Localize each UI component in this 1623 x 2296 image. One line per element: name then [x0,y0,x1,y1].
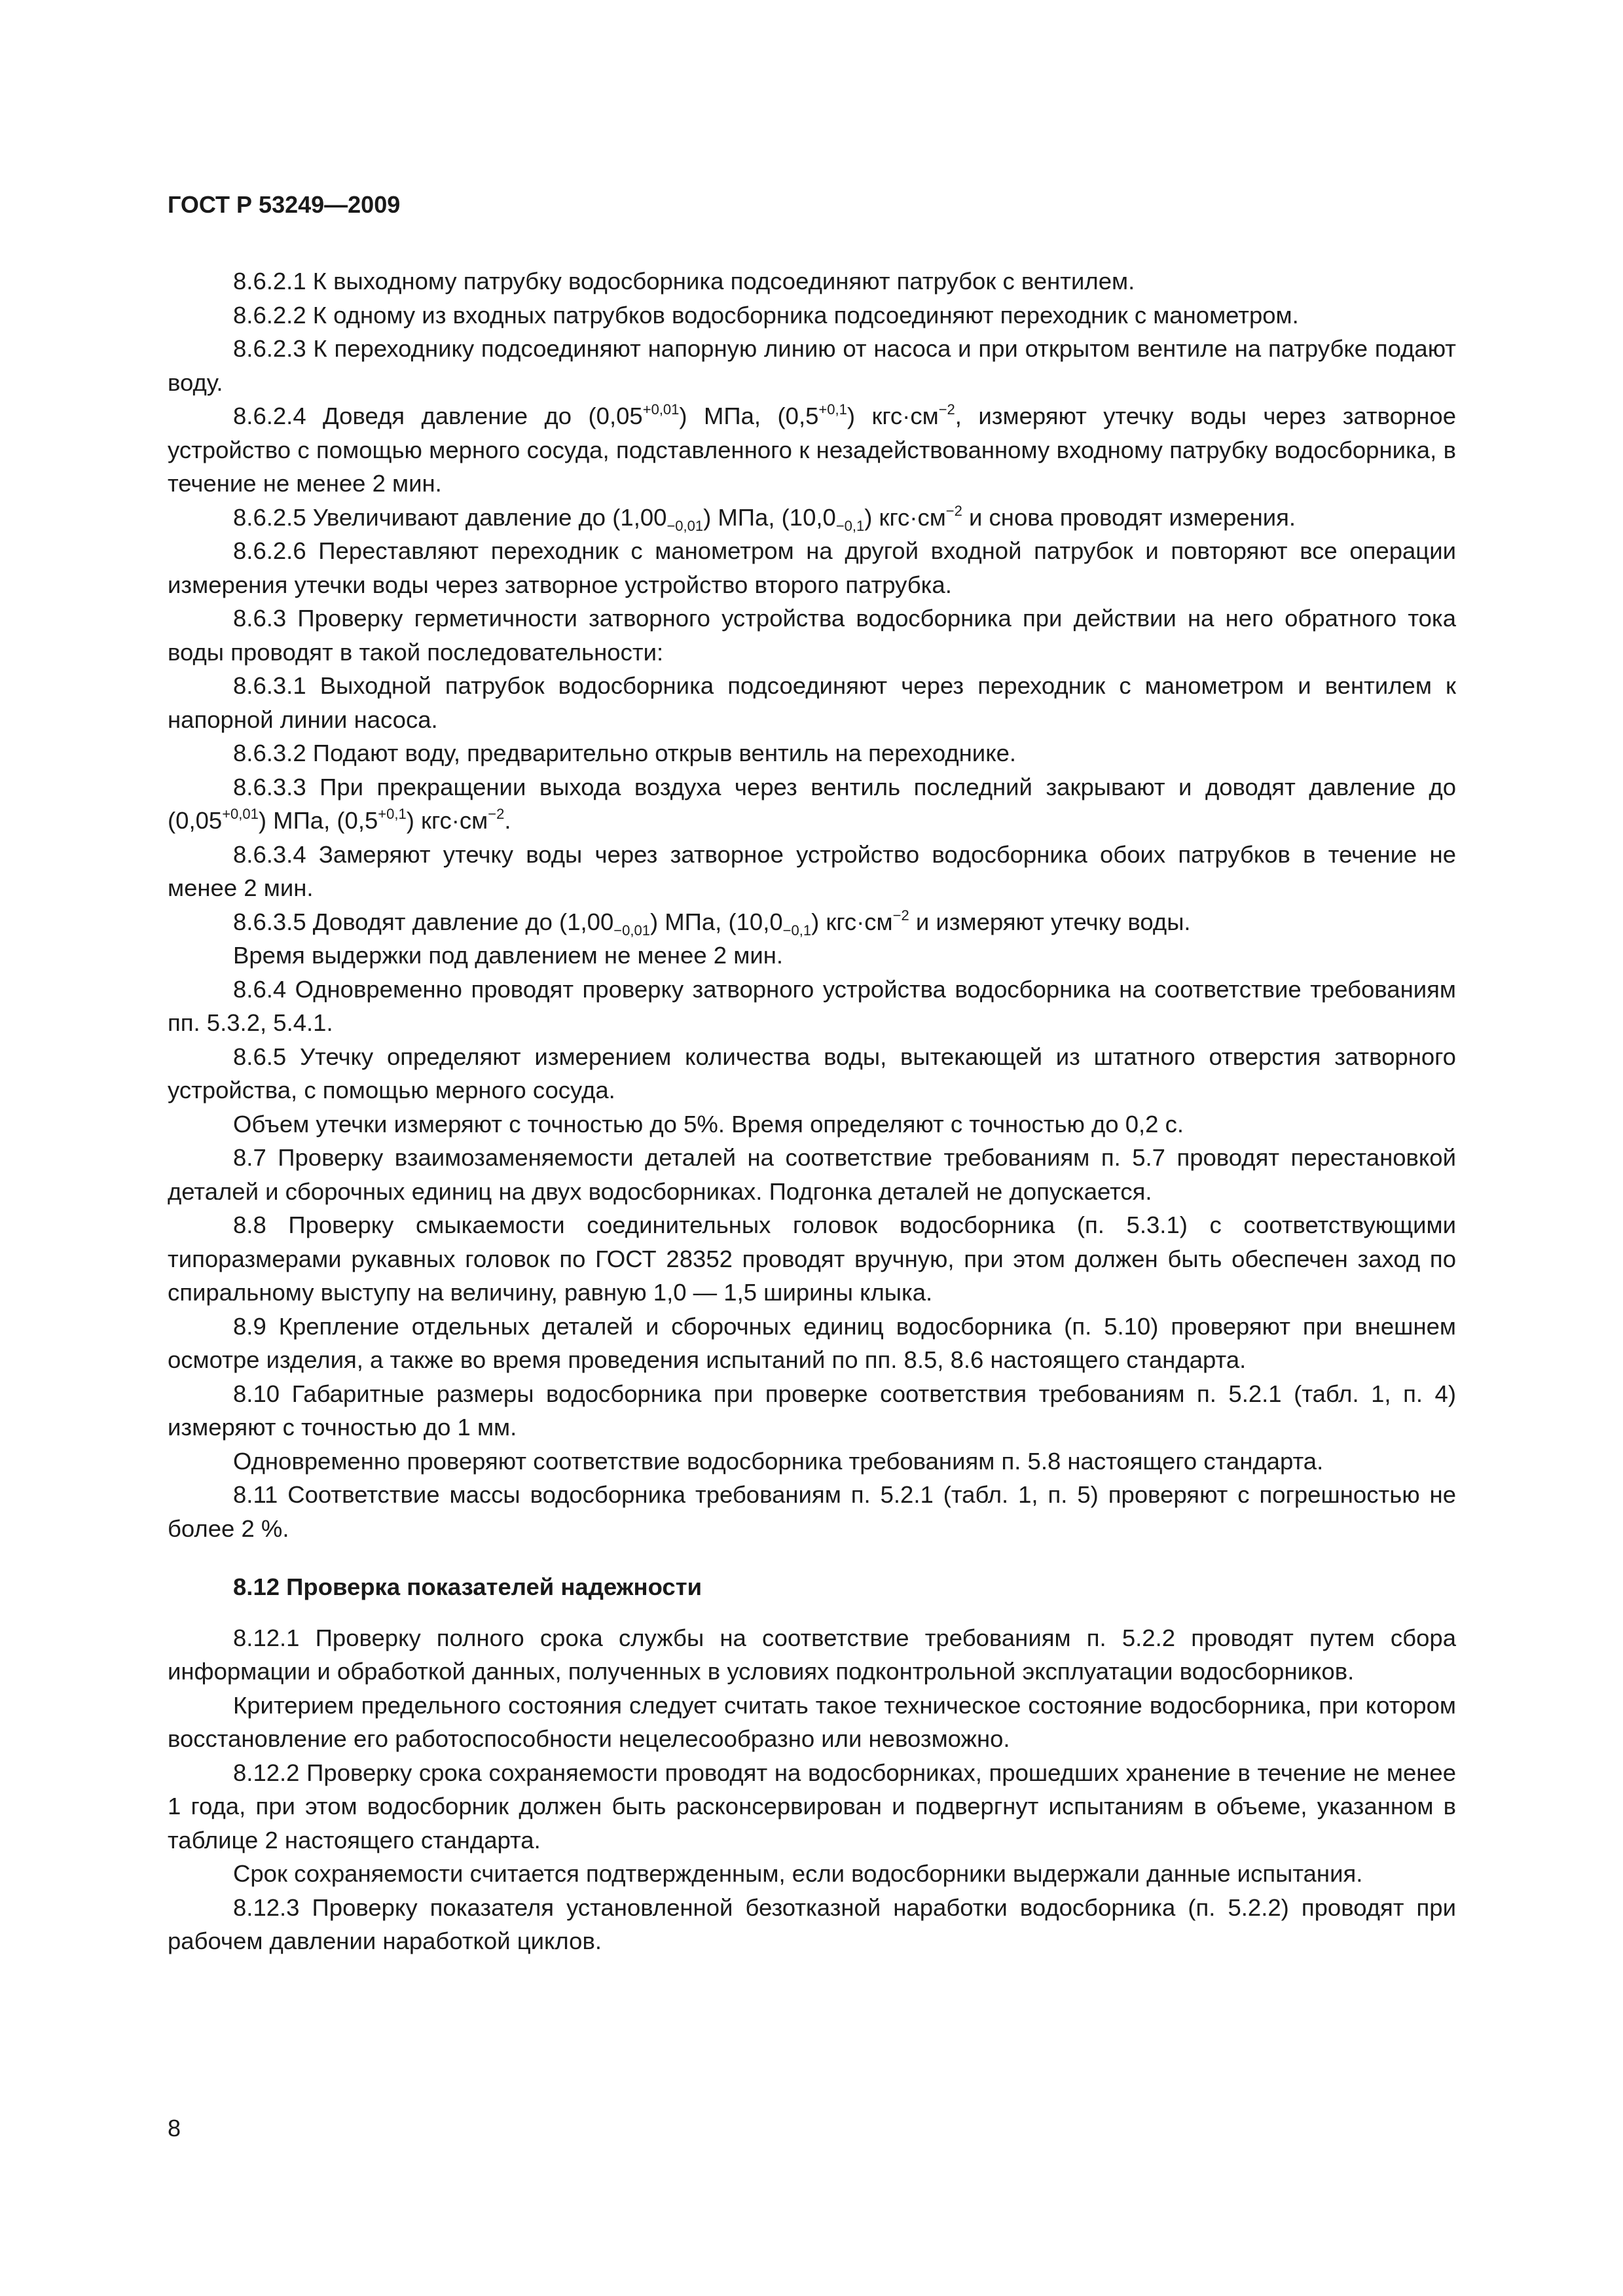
paragraph-8-6-3-5: 8.6.3.5 Доводят давление до $(1,00_{-0,01})$ МПа, $(10,0_{-0,1})$ $кгс\cdot см^{-2}$ и измеряют утечку воды. [233,906,1191,939]
paragraph-8-6-2-5: 8.6.2.5 Увеличивают давление до $(1,00_{-0,01})$ МПа, $(10,0_{-0,1})$ $кгс\cdot см^{-2}$ и снова проводят измерения. [233,502,1296,534]
document-body [168,264,1456,1958]
paragraph-8-6-3-1: 8.6.3.1 Выходной патрубок водосборника подсоединяют через переходник с манометром и вентилем к напорной линии насоса. [168,672,1456,733]
paragraph-8-6-3-2: 8.6.3.2 Подают воду, предварительно открыв вентиль на переходнике. [233,740,1017,766]
section-heading-8-12: 8.12 Проверка показателей надежности [233,1573,702,1600]
paragraph-8-6-2-2: 8.6.2.2 К одному из входных патрубков водосборника подсоединяют переходник с манометром. [233,301,1299,329]
paragraph-storage: Срок сохраняемости считается подтвержденным, если водосборники выдержали данные испытания. [233,1860,1363,1887]
paragraph-8-6-2-6: 8.6.2.6 Переставляют переходник с манометром на другой входной патрубок и повторяют все операции измерения утечки воды через затворное устройство второго патрубка. [168,537,1456,598]
paragraph-8-6-3-4: 8.6.3.4 Замеряют утечку воды через затворное устройство водосборника обоих патрубков в течение не менее 2 мин. [168,840,1456,901]
paragraph-8-6-2-4: 8.6.2.4 Доведя давление до $(0,05^{+0,01})$ МПа, $(0,5^{+0,1})$ $кгс\cdot см^{-2}$, измеряют утечку воды через затворное устройство с помощью мерного сосуда, подставленного к незадействованному входному патрубку водосборника, в течение не менее 2 мин. [168,401,1457,497]
paragraph-leak-volume: Объем утечки измеряют с точностью до 5%. Время определяют с точностью до 0,2 с. [233,1110,1184,1138]
paragraph-simultaneous: Одновременно проверяют соответствие водосборника требованиям п. 5.8 настоящего стандарта. [233,1447,1324,1475]
paragraph-8-7: 8.7 Проверку взаимозаменяемости деталей на соответствие требованиям п. 5.7 проводят перестановкой деталей и сборочных единиц на двух водосборниках. Подгонка деталей не допускается. [168,1144,1456,1205]
paragraph-8-8: 8.8 Проверку смыкаемости соединительных головок водосборника (п. 5.3.1) с соответствующими типоразмерами рукавных головок по ГОСТ 28352 проводят вручную, при этом должен быть обеспечен заход по спиральному выступу на величину, равную 1,0 — 1,5 ширины клыка. [168,1211,1456,1306]
paragraph-8-10: 8.10 Габаритные размеры водосборника при проверке соответствия требованиям п. 5.2.1 (табл. 1, п. 4) измеряют с точностью до 1 мм. [168,1380,1456,1441]
paragraph-8-6-4: 8.6.4 Одновременно проводят проверку затворного устройства водосборника на соответствие требованиям пп. 5.3.2, 5.4.1. [168,975,1456,1036]
paragraph-hold-time: Время выдержки под давлением не менее 2 мин. [233,942,784,969]
paragraph-8-11: 8.11 Соответствие массы водосборника требованиям п. 5.2.1 (табл. 1, п. 5) проверяют с погрешностью не более 2 %. [168,1481,1456,1542]
paragraph-8-12-3: 8.12.3 Проверку показателя установленной безотказной наработки водосборника (п. 5.2.2) проводят при рабочем давлении наработкой циклов. [168,1893,1456,1954]
paragraph-8-6-2-1: 8.6.2.1 К выходному патрубку водосборника подсоединяют патрубок с вентилем. [233,268,1135,295]
paragraph-8-12-2: 8.12.2 Проверку срока сохраняемости проводят на водосборниках, прошедших хранение в течение не менее 1 года, при этом водосборник должен быть расконсервирован и подвергнут испытаниям в объеме, указанном в таблице 2 настоящего стандарта. [168,1759,1456,1854]
paragraph-8-6-2-3: 8.6.2.3 К переходнику подсоединяют напорную линию от насоса и при открытом вентиле на патрубке подают воду. [168,335,1456,396]
paragraph-8-12-1: 8.12.1 Проверку полного срока службы на соответствие требованиям п. 5.2.2 проводят путем сбора информации и обработкой данных, полученных в условиях подконтрольной эксплуатации водосборников. [168,1624,1456,1685]
page-number: 8 [168,2115,181,2142]
paragraph-8-9: 8.9 Крепление отдельных деталей и сборочных единиц водосборника (п. 5.10) проверяют при внешнем осмотре изделия, а также во время проведения испытаний по пп. 8.5, 8.6 настоящего стандарта. [168,1312,1456,1373]
paragraph-8-6-3-3: 8.6.3.3 При прекращении выхода воздуха через вентиль последний закрывают и доводят давление до $(0,05^{+0,01})$ МПа, $(0,5^{+0,1})$ $кгс\cdot см^{-2}$. [168,773,1456,834]
paragraph-8-6-3: 8.6.3 Проверку герметичности затворного устройства водосборника при действии на него обратного тока воды проводят в такой последовательности: [168,605,1456,666]
paragraph-criterion: Критерием предельного состояния следует считать такое техническое состояние водосборника, при котором восстановление его работоспособности нецелесообразно или невозможно. [168,1691,1456,1752]
paragraph-8-6-5: 8.6.5 Утечку определяют измерением количества воды, вытекающей из штатного отверстия затворного устройства, с помощью мерного сосуда. [168,1043,1456,1103]
document-header: ГОСТ Р 53249—2009 [168,191,401,218]
